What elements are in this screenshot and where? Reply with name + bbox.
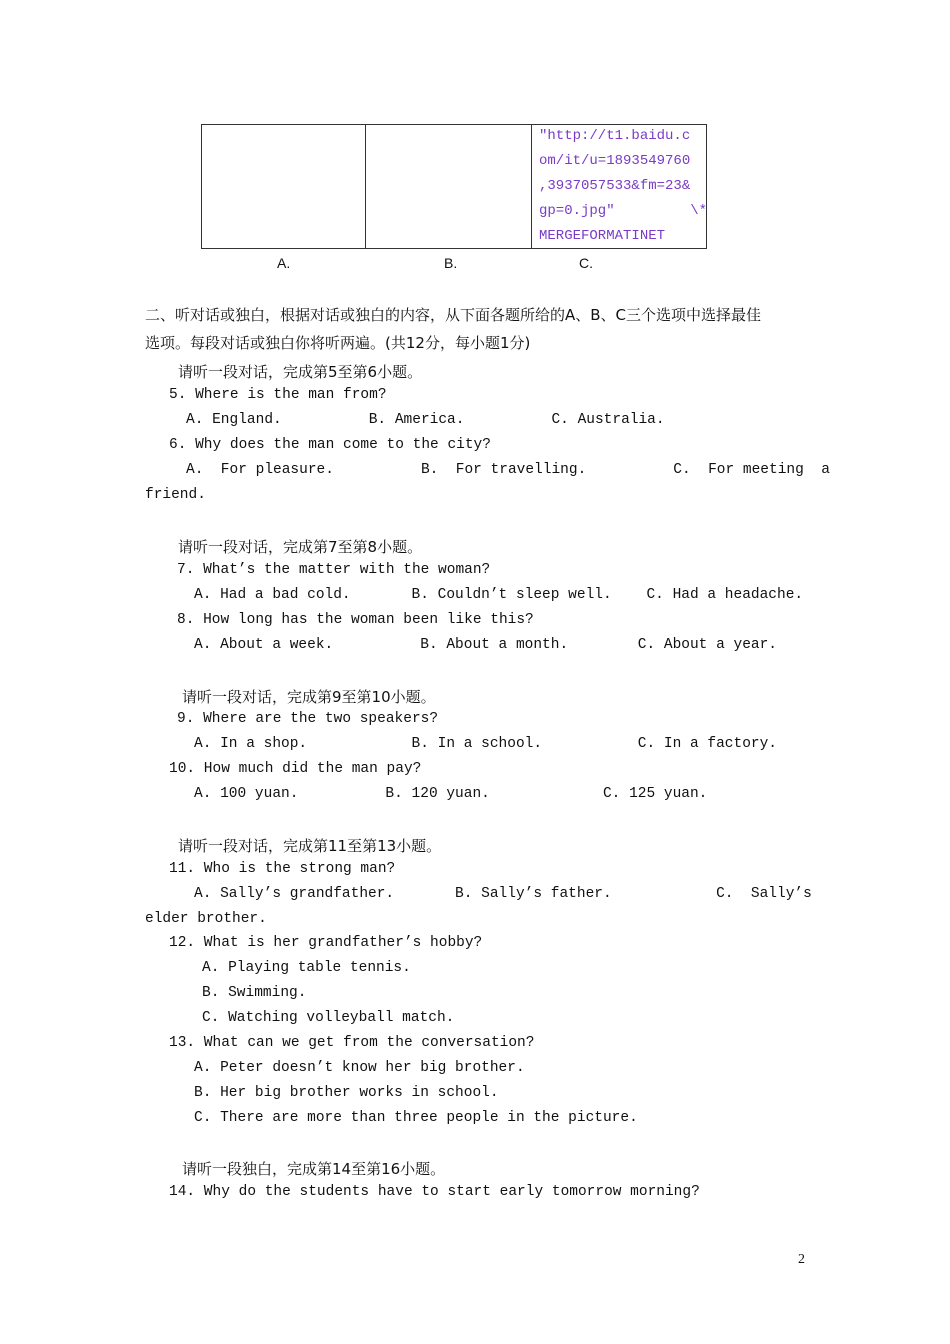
- question-stem: 8. How long has the woman been like this?: [177, 612, 534, 628]
- question-option: B. Her big brother works in school.: [194, 1085, 499, 1101]
- image-caption-a: A.: [277, 255, 291, 271]
- question-options-wrap: elder brother.: [145, 911, 267, 927]
- question-options: A. England. B. America. C. Australia.: [186, 412, 665, 428]
- broken-image-link-text: gp=0.jpg" \*: [539, 203, 708, 219]
- question-options: A. In a shop. B. In a school. C. In a factory.: [194, 736, 777, 752]
- image-caption-c: C.: [579, 255, 593, 271]
- question-stem: 14. Why do the students have to start early tomorrow morning?: [169, 1184, 700, 1200]
- question-options: A. About a week. B. About a month. C. About a year.: [194, 637, 777, 653]
- section-heading: [145, 301, 810, 357]
- question-stem: 12. What is her grandfather’s hobby?: [169, 935, 483, 951]
- question-option: A. Peter doesn’t know her big brother.: [194, 1060, 525, 1076]
- question-option: B. Swimming.: [202, 985, 307, 1001]
- image-caption-b: B.: [444, 255, 458, 271]
- group-instruction: 请听一段对话，完成第11至第13小题。: [178, 837, 442, 855]
- question-options: A. 100 yuan. B. 120 yuan. C. 125 yuan.: [194, 786, 708, 802]
- question-stem: 13. What can we get from the conversation?: [169, 1035, 535, 1051]
- question-stem: 6. Why does the man come to the city?: [169, 437, 491, 453]
- question-stem: 10. How much did the man pay?: [169, 761, 422, 777]
- question-stem: 11. Who is the strong man?: [169, 861, 396, 877]
- question-options-wrap: friend.: [145, 487, 206, 503]
- group-instruction: 请听一段对话，完成第7至第8小题。: [178, 538, 423, 556]
- question-options: A. Sally’s grandfather. B. Sally’s father. C. Sally’s: [194, 886, 812, 902]
- image-option-a-cell: [202, 125, 366, 249]
- broken-image-link-text: MERGEFORMATINET: [539, 228, 666, 244]
- section-heading-line: 二、听对话或独白，根据对话或独白的内容，从下面各题所给的A、B、C三个选项中选择最佳: [145, 306, 762, 324]
- question-option: C. There are more than three people in the picture.: [194, 1110, 638, 1126]
- question-options: A. Had a bad cold. B. Couldn’t sleep well. C. Had a headache.: [194, 587, 804, 603]
- question-option: C. Watching volleyball match.: [202, 1010, 455, 1026]
- broken-image-link-text: om/it/u=1893549760: [539, 153, 691, 169]
- question-options: A. For pleasure. B. For travelling. C. For meeting a: [186, 462, 830, 478]
- question-stem: 7. What’s the matter with the woman?: [177, 562, 491, 578]
- question-option: A. Playing table tennis.: [202, 960, 411, 976]
- group-instruction: 请听一段对话，完成第9至第10小题。: [182, 688, 436, 706]
- page-number: 2: [798, 1252, 805, 1267]
- section-heading-line: 选项。每段对话或独白你将听两遍。(共12分，每小题1分): [145, 334, 531, 352]
- question-stem: 5. Where is the man from?: [169, 387, 387, 403]
- question-stem: 9. Where are the two speakers?: [177, 711, 439, 727]
- group-instruction: 请听一段对话，完成第5至第6小题。: [178, 363, 423, 381]
- broken-image-link-text: "http://t1.baidu.c: [539, 128, 691, 144]
- broken-image-link-text: ,3937057533&fm=23&: [539, 178, 691, 194]
- group-instruction: 请听一段独白，完成第14至第16小题。: [182, 1160, 446, 1178]
- image-option-b-cell: [366, 125, 532, 249]
